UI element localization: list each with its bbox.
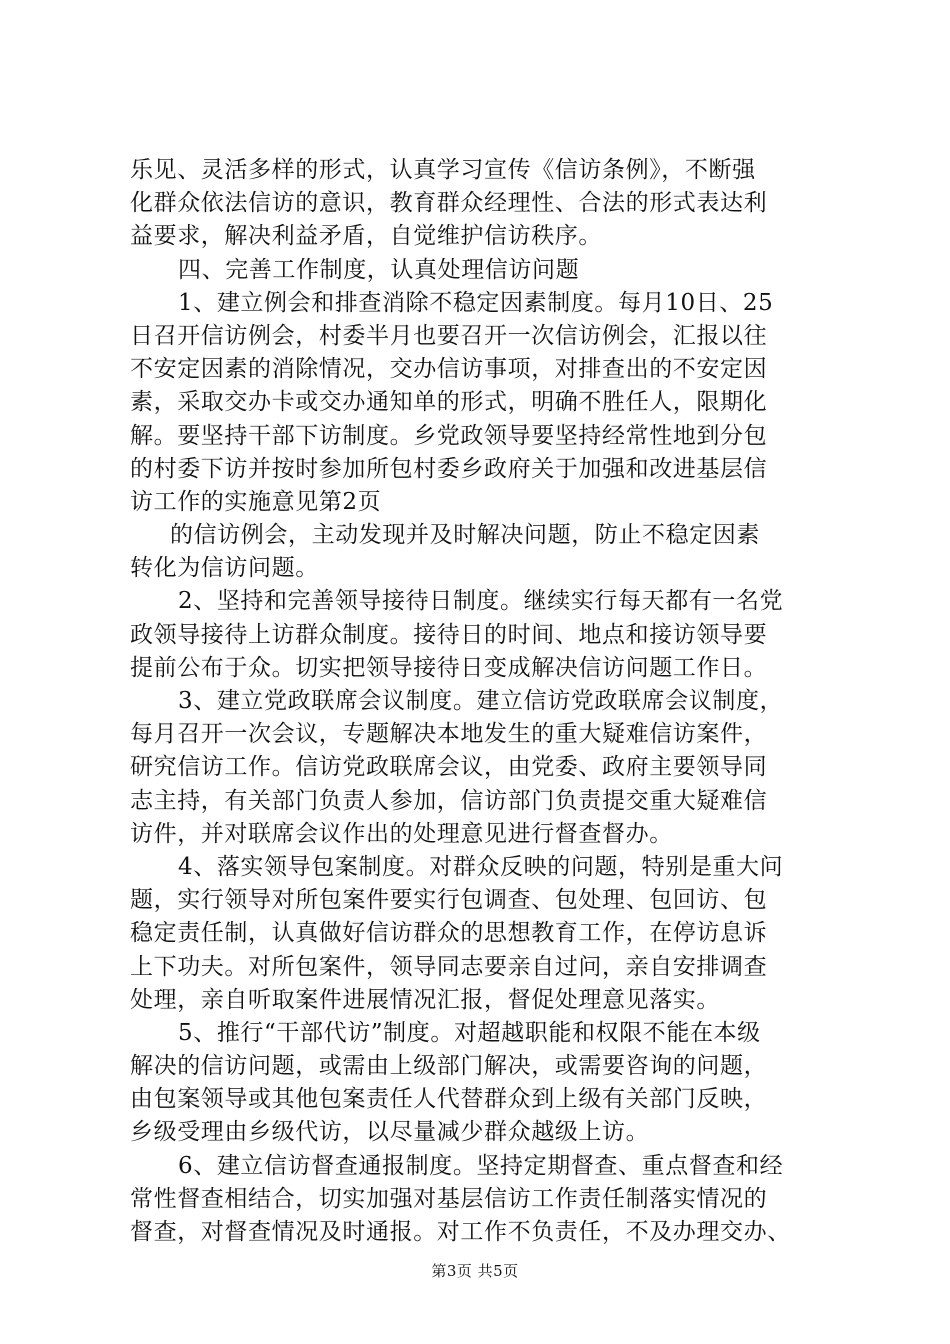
text-line: 稳定责任制，认真做好信访群众的思想教育工作，在停访息诉 bbox=[130, 920, 768, 947]
text-line: 的村委下访并按时参加所包村委乡政府关于加强和改进基层信 bbox=[130, 455, 768, 482]
text-line: 不安定因素的消除情况，交办信访事项，对排查出的不安定因 bbox=[130, 356, 768, 383]
text-line: 志主持，有关部门负责人参加，信访部门负责提交重大疑难信 bbox=[130, 787, 768, 814]
text-line: 乡级受理由乡级代访，以尽量减少群众越级上访。 bbox=[130, 1119, 650, 1146]
paragraph-start: 4、落实领导包案制度。对群众反映的问题，特别是重大问 bbox=[178, 853, 784, 880]
text-line: 由包案领导或其他包案责任人代替群众到上级有关部门反映， bbox=[130, 1086, 768, 1113]
text-line: 提前公布于众。切实把领导接待日变成解决信访问题工作日。 bbox=[130, 654, 768, 681]
paragraph-start: 3、建立党政联席会议制度。建立信访党政联席会议制度， bbox=[178, 688, 784, 714]
page-number: 第3页 共5页 bbox=[431, 1262, 519, 1280]
document-body bbox=[130, 154, 840, 1249]
text-line: 素，采取交办卡或交办通知单的形式，明确不胜任人，限期化 bbox=[130, 389, 768, 416]
text-line: 日召开信访例会，村委半月也要召开一次信访例会，汇报以往 bbox=[130, 322, 768, 349]
text-line: 访件，并对联席会议作出的处理意见进行督查督办。 bbox=[130, 820, 673, 847]
text-line: 乐见、灵活多样的形式，认真学习宣传《信访条例》，不断强 bbox=[130, 157, 756, 183]
paragraph-start: 1、建立例会和排查消除不稳定因素制度。每月10日、25 bbox=[178, 289, 774, 316]
text-line: 督查，对督查情况及时通报。对工作不负责任，不及办理交办、 bbox=[130, 1219, 791, 1245]
text-line: 化群众依法信访的意识，教育群众经理性、合法的形式表达利 bbox=[130, 190, 768, 217]
text-line: 访工作的实施意见第2页 bbox=[130, 488, 382, 515]
paragraph-start: 2、坚持和完善领导接待日制度。继续实行每天都有一名党 bbox=[178, 588, 784, 615]
text-line: 常性督查相结合，切实加强对基层信访工作责任制落实情况的 bbox=[130, 1185, 768, 1212]
paragraph-start: 5、推行“干部代访”制度。对超越职能和权限不能在本级 bbox=[178, 1019, 761, 1046]
text-line: 上下功夫。对所包案件，领导同志要亲自过问，亲自安排调查 bbox=[130, 953, 768, 980]
text-line: 转化为信访问题。 bbox=[130, 555, 319, 582]
text-line: 每月召开一次会议，专题解决本地发生的重大疑难信访案件， bbox=[130, 721, 768, 748]
text-line: 解。要坚持干部下访制度。乡党政领导要坚持经常性地到分包 bbox=[130, 422, 768, 449]
text-line: 益要求，解决利益矛盾，自觉维护信访秩序。 bbox=[130, 223, 602, 250]
text-line: 题，实行领导对所包案件要实行包调查、包处理、包回访、包 bbox=[130, 887, 768, 914]
page-footer bbox=[0, 1260, 950, 1281]
text-line: 研究信访工作。信访党政联席会议，由党委、政府主要领导同 bbox=[130, 754, 768, 781]
paragraph-start: 的信访例会，主动发现并及时解决问题，防止不稳定因素 bbox=[170, 522, 760, 549]
paragraph-start: 6、建立信访督查通报制度。坚持定期督查、重点督查和经 bbox=[178, 1152, 784, 1179]
text-line: 解决的信访问题，或需由上级部门解决，或需要咨询的问题， bbox=[130, 1053, 768, 1080]
text-line: 政领导接待上访群众制度。接待日的时间、地点和接访领导要 bbox=[130, 621, 768, 648]
section-heading: 四、完善工作制度，认真处理信访问题 bbox=[178, 256, 580, 283]
text-line: 处理，亲自听取案件进展情况汇报，督促处理意见落实。 bbox=[130, 986, 720, 1013]
